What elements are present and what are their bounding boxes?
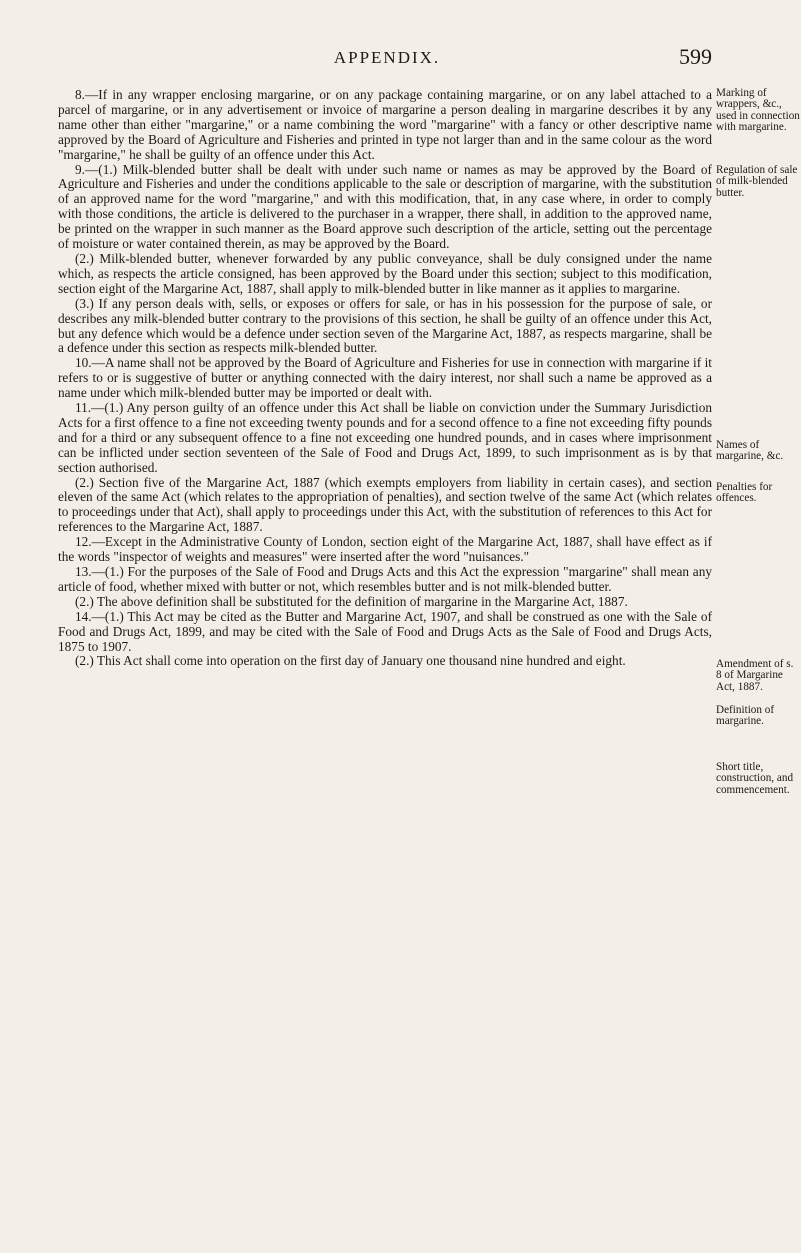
- section-9-3-paragraph: (3.) If any person deals with, sells, or exposes or offers for sale, or has in his possession for the purpose of sale, or describes any milk-blended butter contrary to the provisions of this section, he shall be guilty of an offence under this Act, but any defence which would be a defence under section seven of the Margarine Act, 1887, as respects margarine, shall be a defence under this section as respects milk-blended butter.: [58, 295, 712, 356]
- section-14-1-paragraph: 14.—(1.) This Act may be cited as the Butter and Margarine Act, 1907, and shall be construed as one with the Sale of Food and Drugs Act, 1899, and may be cited with the Sale of Food and Drugs Acts as the Sale of Food and Drugs Acts, 1875 to 1907.: [58, 608, 712, 654]
- page-number: 599: [679, 44, 712, 69]
- running-head: APPENDIX.: [333, 48, 441, 67]
- section-13-2-paragraph: (2.) The above definition shall be substituted for the definition of margarine in the Margarine Act, 1887.: [75, 593, 628, 609]
- margin-note-definition: Definition of margarine.: [716, 704, 775, 728]
- section-8-paragraph: 8.—If in any wrapper enclosing margarine, or on any package containing margarine, or on any label attached to a parcel of margarine, or in any advertisement or invoice of margarine a person dealing in margarine describes it by any name other than either "margarine," or a name combining the word "margarine" with a fancy or other descriptive name approved by the Board of Agriculture and Fisheries and printed in type not larger than and in the same colour as the word "margarine," he shall be guilty of an offence under this Act.: [58, 87, 712, 162]
- margin-note-marking-of-wrappers: Marking of wrappers, &c., used in connection with margarine.: [716, 87, 800, 134]
- section-10-paragraph: 10.—A name shall not be approved by the Board of Agriculture and Fisheries for use in connection with margarine if it refers to or is suggestive of butter or anything connected with the dairy interest, nor shall such a name be approved as a name under which milk-blended butter may be imported or dealt with.: [58, 355, 712, 401]
- margin-note-short-title: Short title, construction, and commencement.: [716, 761, 794, 796]
- section-12-paragraph: 12.—Except in the Administrative County of London, section eight of the Margarine Act, 1887, shall have effect as if the words "inspector of weights and measures" were inserted after the word "nuisances.": [58, 534, 712, 565]
- section-14-2-paragraph: (2.) This Act shall come into operation on the first day of January one thousand nine hundred and eight.: [75, 653, 626, 669]
- margin-note-regulation-of-sale: Regulation of sale of milk-blended butter.: [716, 164, 798, 199]
- margin-note-amendment: Amendment of s. 8 of Margarine Act, 1887.: [716, 658, 794, 693]
- margin-note-penalties: Penalties for offences.: [716, 481, 773, 505]
- section-13-1-paragraph: 13.—(1.) For the purposes of the Sale of Food and Drugs Acts and this Act the expression "margarine" shall mean any article of food, whether mixed with butter or not, which resembles butter and is not milk-blended butter.: [58, 564, 712, 594]
- statute-text: [58, 88, 712, 669]
- section-11-2-paragraph: (2.) Section five of the Margarine Act, 1887 (which exempts employers from liability in certain cases), and section eleven of the same Act (which relates to the appropriation of penalties), and section twelve of the same Act (which relates to proceedings under that Act), shall apply to proceedings under this Act, with the substitution of references to this Act for references to the Margarine Act, 1887.: [58, 474, 712, 535]
- page-header: [56, 44, 718, 74]
- section-9-2-paragraph: (2.) Milk-blended butter, whenever forwarded by any public conveyance, shall be duly consigned under the name which, as respects the article consigned, has been approved by the Board under this section; subject to this modification, section eight of the Margarine Act, 1887, shall apply to milk-blended butter in like manner as it applies to margarine.: [58, 250, 712, 296]
- margin-note-names-of-margarine: Names of margarine, &c.: [716, 439, 784, 463]
- section-11-1-paragraph: 11.—(1.) Any person guilty of an offence under this Act shall be liable on conviction under the Summary Jurisdiction Acts for a first offence to a fine not exceeding twenty pounds and for a second offence to a fine not exceeding fifty pounds and for a third or any subsequent offence to a fine not exceeding one hundred pounds, and in cases where imprisonment can be inflicted under section seventeen of the Sale of Food and Drugs Act, 1899, to such imprisonment as is by that section authorised.: [58, 400, 712, 475]
- section-9-1-paragraph: 9.—(1.) Milk-blended butter shall be dealt with under such name or names as may be approved by the Board of Agriculture and Fisheries and under the conditions applicable to the sale or description of margarine, with the substitution of an approved name for the word "margarine," and with this modification, that, in any case where, in order to comply with those conditions, the article is delivered to the purchaser in a wrapper, there shall, in addition to the approved name, be printed on the wrapper in such manner as the Board approve such description of the article, setting out the percentage of moisture or water contained therein, as may be approved by the Board.: [58, 161, 712, 252]
